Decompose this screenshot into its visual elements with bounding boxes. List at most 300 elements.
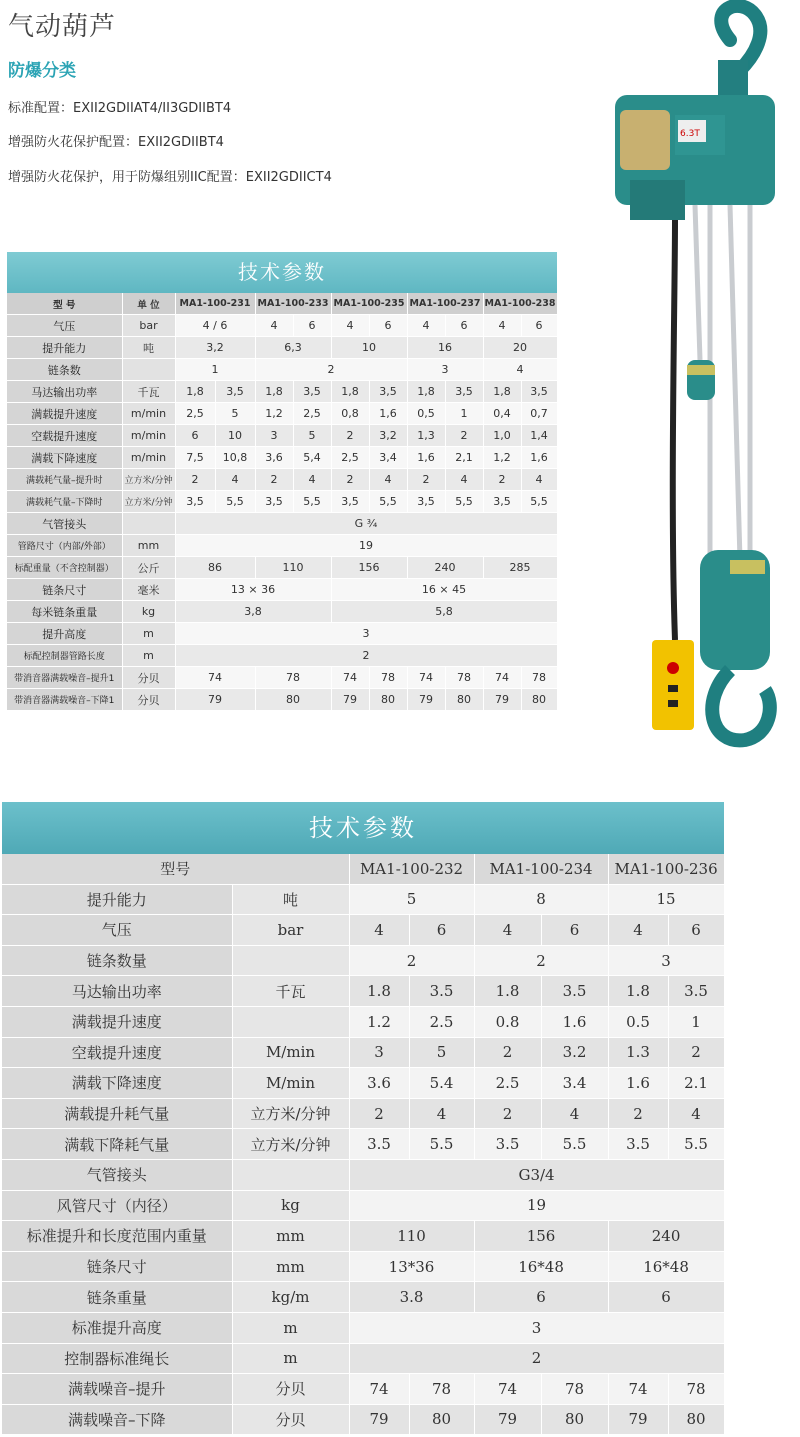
cell: 0.8 xyxy=(474,1006,541,1037)
cell: 4 xyxy=(445,469,483,491)
row-label: 标配控制器管路长度 xyxy=(7,645,122,667)
cell: 3,5 xyxy=(407,491,445,513)
cell: 80 xyxy=(369,689,407,711)
row-unit: mm xyxy=(232,1221,349,1252)
cell: 3.5 xyxy=(608,1129,668,1160)
cell: 6 xyxy=(521,315,557,337)
row-label: 满载下降速度 xyxy=(2,1068,232,1099)
cell: 1,6 xyxy=(407,447,445,469)
table-header-row xyxy=(2,854,724,884)
cell: 5 xyxy=(349,884,474,915)
row-label: 带消音器满载噪音–提升1 xyxy=(7,667,122,689)
cell: 16 xyxy=(407,337,483,359)
cell: 3.5 xyxy=(474,1129,541,1160)
cell: 4 xyxy=(608,915,668,946)
cell: 5 xyxy=(215,403,255,425)
cell: 78 xyxy=(255,667,331,689)
cell: 2,1 xyxy=(445,447,483,469)
cell: 16*48 xyxy=(474,1251,608,1282)
table-row xyxy=(7,601,557,623)
row-unit: m/min xyxy=(122,447,175,469)
cell: 1,0 xyxy=(483,425,521,447)
tech-params-table-2 xyxy=(2,802,724,1435)
cell: 80 xyxy=(541,1404,608,1435)
cell: 78 xyxy=(668,1374,724,1405)
cell: 1 xyxy=(445,403,483,425)
table-row xyxy=(2,1129,724,1160)
cell: 10 xyxy=(215,425,255,447)
cell: 5.5 xyxy=(668,1129,724,1160)
row-label: 标准提升高度 xyxy=(2,1312,232,1343)
row-label: 满载噪音–下降 xyxy=(2,1404,232,1435)
col-header: MA1-100-233 xyxy=(255,293,331,315)
row-unit: 毫米 xyxy=(122,579,175,601)
cell: 5.5 xyxy=(541,1129,608,1160)
table-row xyxy=(7,381,557,403)
cell: 2 xyxy=(331,469,369,491)
col-header: MA1-100-232 xyxy=(349,854,474,884)
row-unit xyxy=(122,513,175,535)
cell: 4 xyxy=(521,469,557,491)
cell: 80 xyxy=(255,689,331,711)
cell: 6 xyxy=(293,315,331,337)
row-label: 链条重量 xyxy=(2,1282,232,1313)
cell: 3.5 xyxy=(668,976,724,1007)
cell: 4 xyxy=(409,1098,474,1129)
cell: 1,8 xyxy=(175,381,215,403)
row-unit: m/min xyxy=(122,403,175,425)
cell: 5,5 xyxy=(215,491,255,513)
row-unit: kg xyxy=(122,601,175,623)
table-row xyxy=(7,645,557,667)
page-title: 气动葫芦 xyxy=(8,12,117,42)
row-unit: 分贝 xyxy=(232,1374,349,1405)
row-unit: 千瓦 xyxy=(232,976,349,1007)
row-label: 提升高度 xyxy=(7,623,122,645)
cell: 79 xyxy=(175,689,255,711)
row-label: 链条尺寸 xyxy=(2,1251,232,1282)
row-unit: mm xyxy=(122,535,175,557)
row-label: 满载噪音–提升 xyxy=(2,1374,232,1405)
cell: 3,2 xyxy=(369,425,407,447)
cell: 1.8 xyxy=(349,976,409,1007)
cell: 156 xyxy=(331,557,407,579)
cell: 1 xyxy=(175,359,255,381)
cell: 4 xyxy=(668,1098,724,1129)
cell: 74 xyxy=(349,1374,409,1405)
row-unit: 公斤 xyxy=(122,557,175,579)
table-header-row xyxy=(7,293,557,315)
cell: 3,5 xyxy=(483,491,521,513)
cell: 4 xyxy=(369,469,407,491)
cell: 2 xyxy=(668,1037,724,1068)
cell: 13*36 xyxy=(349,1251,474,1282)
cell: 79 xyxy=(349,1404,409,1435)
row-label: 每米链条重量 xyxy=(7,601,122,623)
row-label: 马达输出功率 xyxy=(2,976,232,1007)
row-label: 满载耗气量–下降时 xyxy=(7,491,122,513)
row-label: 满载提升耗气量 xyxy=(2,1098,232,1129)
cell: 13 × 36 xyxy=(175,579,331,601)
row-unit: 分贝 xyxy=(232,1404,349,1435)
table-row xyxy=(2,1098,724,1129)
cell: 4 xyxy=(255,315,293,337)
table-row xyxy=(7,579,557,601)
cell: 6 xyxy=(474,1282,608,1313)
section-subtitle: 防爆分类 xyxy=(8,61,76,81)
row-label: 标配重量（不含控制器） xyxy=(7,557,122,579)
cell: 4 xyxy=(407,315,445,337)
cell: 74 xyxy=(407,667,445,689)
config-enhanced: 增强防火花保护配置：EXII2GDIIBT4 xyxy=(8,135,224,150)
row-label: 满载下降速度 xyxy=(7,447,122,469)
row-label: 链条数 xyxy=(7,359,122,381)
cell: 1,8 xyxy=(255,381,293,403)
table-row xyxy=(2,1037,724,1068)
cell: 2 xyxy=(175,469,215,491)
cell: 1,6 xyxy=(369,403,407,425)
cell: 79 xyxy=(474,1404,541,1435)
cell: 110 xyxy=(255,557,331,579)
cell: 6 xyxy=(608,1282,724,1313)
table-row xyxy=(7,337,557,359)
cell: 2 xyxy=(445,425,483,447)
row-label: 带消音器满载噪音–下降1 xyxy=(7,689,122,711)
cell: 7,5 xyxy=(175,447,215,469)
cell: 3,4 xyxy=(369,447,407,469)
table1-title: 技术参数 xyxy=(7,252,557,293)
cell: 6 xyxy=(409,915,474,946)
cell: 4 xyxy=(349,915,409,946)
cell: 19 xyxy=(349,1190,724,1221)
cell: 78 xyxy=(369,667,407,689)
cell: 1.3 xyxy=(608,1037,668,1068)
cell: 5.5 xyxy=(409,1129,474,1160)
cell: 3,5 xyxy=(293,381,331,403)
cell: 74 xyxy=(474,1374,541,1405)
cell: 3,5 xyxy=(175,491,215,513)
cell: 1 xyxy=(668,1006,724,1037)
cell: 79 xyxy=(407,689,445,711)
cell: 1,8 xyxy=(331,381,369,403)
cell: 5 xyxy=(409,1037,474,1068)
row-label: 气管接头 xyxy=(7,513,122,535)
table-row xyxy=(2,915,724,946)
row-unit: 立方米/分钟 xyxy=(232,1098,349,1129)
cell: 3,6 xyxy=(255,447,293,469)
row-unit: 立方米/分钟 xyxy=(122,469,175,491)
cell: 2.1 xyxy=(668,1068,724,1099)
cell: 4 xyxy=(483,315,521,337)
row-label: 马达输出功率 xyxy=(7,381,122,403)
cell: 4 xyxy=(215,469,255,491)
cell: 3 xyxy=(349,1312,724,1343)
cell: 78 xyxy=(541,1374,608,1405)
cell: 5,5 xyxy=(521,491,557,513)
cell: 3.2 xyxy=(541,1037,608,1068)
cell: 78 xyxy=(445,667,483,689)
cell: 4 xyxy=(474,915,541,946)
cell: 4 xyxy=(293,469,331,491)
row-unit: m/min xyxy=(122,425,175,447)
table-row xyxy=(2,884,724,915)
capacity-label: 6.3T xyxy=(680,129,700,139)
col-header: MA1-100-238 xyxy=(483,293,557,315)
cell: 0,5 xyxy=(407,403,445,425)
row-label: 提升能力 xyxy=(2,884,232,915)
cell: 2 xyxy=(407,469,445,491)
cell: 5.4 xyxy=(409,1068,474,1099)
cell: 240 xyxy=(608,1221,724,1252)
cell: 2 xyxy=(349,945,474,976)
cell: 5,4 xyxy=(293,447,331,469)
cell: 3,5 xyxy=(255,491,293,513)
cell: 2 xyxy=(608,1098,668,1129)
cell: 74 xyxy=(175,667,255,689)
cell: 10 xyxy=(331,337,407,359)
row-label: 气压 xyxy=(2,915,232,946)
cell: 6 xyxy=(369,315,407,337)
cell: 0.5 xyxy=(608,1006,668,1037)
table-row xyxy=(2,1006,724,1037)
col-header: MA1-100-237 xyxy=(407,293,483,315)
row-unit xyxy=(232,945,349,976)
col-header: 型号 xyxy=(2,854,349,884)
row-label: 风管尺寸（内径） xyxy=(2,1190,232,1221)
cell: 2 xyxy=(349,1343,724,1374)
row-label: 气管接头 xyxy=(2,1159,232,1190)
row-unit xyxy=(232,1006,349,1037)
row-unit: bar xyxy=(232,915,349,946)
cell: 19 xyxy=(175,535,557,557)
col-header: MA1-100-236 xyxy=(608,854,724,884)
row-unit: m xyxy=(232,1343,349,1374)
table-row xyxy=(7,535,557,557)
col-header: MA1-100-234 xyxy=(474,854,608,884)
row-unit: 吨 xyxy=(232,884,349,915)
cell: G ¾ xyxy=(175,513,557,535)
cell: 3 xyxy=(349,1037,409,1068)
cell: 80 xyxy=(409,1404,474,1435)
cell: 3 xyxy=(608,945,724,976)
row-unit: 分贝 xyxy=(122,689,175,711)
cell: 1.6 xyxy=(541,1006,608,1037)
cell: 285 xyxy=(483,557,557,579)
cell: 78 xyxy=(521,667,557,689)
cell: 2.5 xyxy=(409,1006,474,1037)
cell: 3,5 xyxy=(331,491,369,513)
table-row xyxy=(7,447,557,469)
cell: 5 xyxy=(293,425,331,447)
cell: 15 xyxy=(608,884,724,915)
air-hoist-image xyxy=(590,0,800,750)
cell: 78 xyxy=(409,1374,474,1405)
row-label: 控制器标准绳长 xyxy=(2,1343,232,1374)
table-row xyxy=(7,689,557,711)
cell: 2,5 xyxy=(331,447,369,469)
row-unit: 立方米/分钟 xyxy=(122,491,175,513)
cell: 2 xyxy=(483,469,521,491)
cell: 3.8 xyxy=(349,1282,474,1313)
cell: 2,5 xyxy=(293,403,331,425)
cell: 1,8 xyxy=(483,381,521,403)
cell: 2 xyxy=(331,425,369,447)
col-header: 型 号 xyxy=(7,293,122,315)
row-unit: bar xyxy=(122,315,175,337)
table-row xyxy=(2,1190,724,1221)
row-unit: kg/m xyxy=(232,1282,349,1313)
table-row xyxy=(7,513,557,535)
cell: 0,8 xyxy=(331,403,369,425)
cell: 4 xyxy=(331,315,369,337)
row-label: 标准提升和长度范围内重量 xyxy=(2,1221,232,1252)
row-unit: m xyxy=(122,645,175,667)
row-unit: 千瓦 xyxy=(122,381,175,403)
cell: 4 / 6 xyxy=(175,315,255,337)
config-iic: 增强防火花保护，用于防爆组别IIC配置：EXII2GDIICT4 xyxy=(8,170,332,185)
cell: 3 xyxy=(407,359,483,381)
row-label: 满载提升速度 xyxy=(7,403,122,425)
cell: 4 xyxy=(483,359,557,381)
cell: 74 xyxy=(483,667,521,689)
table-row xyxy=(2,1068,724,1099)
cell: 80 xyxy=(668,1404,724,1435)
row-label: 气压 xyxy=(7,315,122,337)
cell: 6 xyxy=(668,915,724,946)
cell: 3,5 xyxy=(445,381,483,403)
config-standard: 标准配置：EXII2GDIIAT4/II3GDIIBT4 xyxy=(8,101,232,116)
table-row xyxy=(7,359,557,381)
cell: 1,6 xyxy=(521,447,557,469)
row-unit: m xyxy=(232,1312,349,1343)
table-row xyxy=(2,1282,724,1313)
cell: 5,8 xyxy=(331,601,557,623)
table-row xyxy=(2,945,724,976)
cell: 3 xyxy=(175,623,557,645)
table-row xyxy=(7,557,557,579)
cell: 1,3 xyxy=(407,425,445,447)
cell: 156 xyxy=(474,1221,608,1252)
row-label: 空载提升速度 xyxy=(7,425,122,447)
col-header: 单 位 xyxy=(122,293,175,315)
row-unit: M/min xyxy=(232,1037,349,1068)
table-row xyxy=(7,315,557,337)
cell: 1,2 xyxy=(255,403,293,425)
cell: 3.6 xyxy=(349,1068,409,1099)
col-header: MA1-100-231 xyxy=(175,293,255,315)
row-unit: kg xyxy=(232,1190,349,1221)
table-row xyxy=(2,1404,724,1435)
row-unit xyxy=(232,1159,349,1190)
row-label: 满载提升速度 xyxy=(2,1006,232,1037)
table-row xyxy=(2,1159,724,1190)
cell: 3.5 xyxy=(541,976,608,1007)
cell: 1.8 xyxy=(474,976,541,1007)
cell: 1.8 xyxy=(608,976,668,1007)
cell: 2 xyxy=(474,1098,541,1129)
cell: 8 xyxy=(474,884,608,915)
cell: 5,5 xyxy=(445,491,483,513)
cell: 80 xyxy=(521,689,557,711)
table-row xyxy=(7,425,557,447)
table-row xyxy=(7,403,557,425)
cell: G3/4 xyxy=(349,1159,724,1190)
cell: 0,4 xyxy=(483,403,521,425)
row-label: 满载耗气量–提升时 xyxy=(7,469,122,491)
cell: 2.5 xyxy=(474,1068,541,1099)
cell: 79 xyxy=(483,689,521,711)
cell: 3,5 xyxy=(521,381,557,403)
cell: 2 xyxy=(255,359,407,381)
cell: 0,7 xyxy=(521,403,557,425)
row-label: 管路尺寸（内部/外部） xyxy=(7,535,122,557)
cell: 3,2 xyxy=(175,337,255,359)
row-unit: 分贝 xyxy=(122,667,175,689)
cell: 20 xyxy=(483,337,557,359)
cell: 2 xyxy=(474,1037,541,1068)
table-row xyxy=(7,623,557,645)
tech-params-table-1 xyxy=(7,252,557,711)
cell: 2 xyxy=(175,645,557,667)
row-unit: 立方米/分钟 xyxy=(232,1129,349,1160)
row-unit: 吨 xyxy=(122,337,175,359)
table2-title: 技术参数 xyxy=(2,802,724,854)
cell: 3.4 xyxy=(541,1068,608,1099)
table-row xyxy=(2,1343,724,1374)
cell: 2,5 xyxy=(175,403,215,425)
row-unit: M/min xyxy=(232,1068,349,1099)
row-label: 空载提升速度 xyxy=(2,1037,232,1068)
cell: 5,5 xyxy=(369,491,407,513)
cell: 3,5 xyxy=(215,381,255,403)
row-label: 链条数量 xyxy=(2,945,232,976)
cell: 80 xyxy=(445,689,483,711)
row-unit: mm xyxy=(232,1251,349,1282)
cell: 1,8 xyxy=(407,381,445,403)
cell: 3.5 xyxy=(409,976,474,1007)
cell: 79 xyxy=(608,1404,668,1435)
cell: 2 xyxy=(474,945,608,976)
cell: 2 xyxy=(255,469,293,491)
cell: 110 xyxy=(349,1221,474,1252)
table-row xyxy=(2,1251,724,1282)
table-row xyxy=(7,469,557,491)
table-row xyxy=(2,976,724,1007)
cell: 1,4 xyxy=(521,425,557,447)
cell: 5,5 xyxy=(293,491,331,513)
cell: 1,2 xyxy=(483,447,521,469)
table-row xyxy=(2,1312,724,1343)
table-row xyxy=(2,1374,724,1405)
cell: 6,3 xyxy=(255,337,331,359)
cell: 74 xyxy=(608,1374,668,1405)
cell: 6 xyxy=(541,915,608,946)
cell: 79 xyxy=(331,689,369,711)
row-unit xyxy=(122,359,175,381)
cell: 3,8 xyxy=(175,601,331,623)
cell: 86 xyxy=(175,557,255,579)
cell: 4 xyxy=(541,1098,608,1129)
row-label: 链条尺寸 xyxy=(7,579,122,601)
col-header: MA1-100-235 xyxy=(331,293,407,315)
table-row xyxy=(7,491,557,513)
cell: 6 xyxy=(175,425,215,447)
cell: 6 xyxy=(445,315,483,337)
row-unit: m xyxy=(122,623,175,645)
cell: 2 xyxy=(349,1098,409,1129)
cell: 3.5 xyxy=(349,1129,409,1160)
cell: 16*48 xyxy=(608,1251,724,1282)
